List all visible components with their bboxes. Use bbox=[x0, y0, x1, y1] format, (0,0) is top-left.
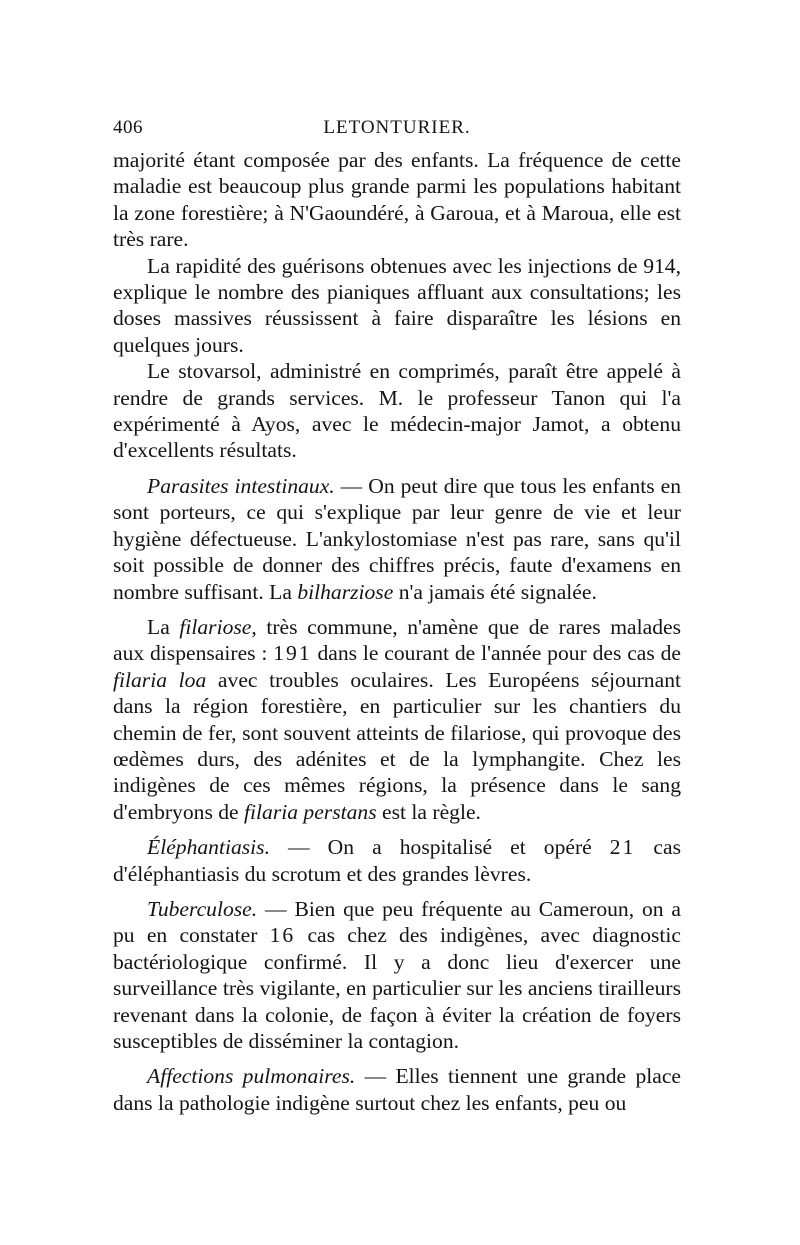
paragraph-text: — Elles tiennent une grande place dans la pathologie indigène surtout chez les enfants, peu ou bbox=[113, 1064, 681, 1115]
paragraph-914-injections bbox=[113, 253, 681, 359]
paragraph-text: majorité étant composée par des enfants. La fréquence de cette maladie est beaucoup plus grande parmi les populations habitant la zone forestière; à N'Gaoundéré, à Garoua, et à Maroua, elle est très rare. bbox=[113, 148, 681, 252]
case-count: 16 bbox=[269, 923, 296, 948]
paragraph-text: cas d'éléphantiasis du scrotum et des grandes lèvres. bbox=[113, 835, 681, 886]
paragraph-text: n'a jamais été signalée. bbox=[393, 579, 597, 604]
italic-term: filaria loa bbox=[113, 667, 207, 692]
paragraph-parasites-intestinaux bbox=[113, 473, 681, 605]
paragraph-text: Le stovarsol, administré en comprimés, paraît être appelé à rendre de grands services. M. le professeur Tanon qui l'a expérimenté à Ayos, avec le médecin-major Jamot, a obtenu d'excellents résultats. bbox=[113, 359, 681, 463]
italic-term: bilharziose bbox=[297, 579, 394, 604]
paragraph-affections-pulmonaires bbox=[113, 1063, 681, 1116]
page-header bbox=[113, 117, 681, 147]
paragraph-continuation bbox=[113, 147, 681, 253]
paragraph-stovarsol bbox=[113, 358, 681, 464]
section-heading: Tuberculose. bbox=[147, 896, 258, 921]
running-head: LETONTURIER. bbox=[323, 117, 471, 138]
case-count: 21 bbox=[609, 835, 636, 860]
document-page bbox=[113, 117, 681, 1116]
paragraph-text: — On peut dire que tous les enfants en sont porteurs, ce qui s'explique par leur genre de vie et leur hygiène défectueuse. L'ankylostomiase n'est pas rare, sans qu'il soit possible de donner des chiffres précis, faute d'examens en nombre suffisant. La bbox=[113, 473, 681, 604]
paragraph-text: est la règle. bbox=[376, 799, 481, 824]
section-heading: Affections pulmonaires. bbox=[147, 1064, 356, 1089]
page-number: 406 bbox=[113, 117, 143, 138]
paragraph-text: , très commune, n'amène que de rares malades aux dispensaires : bbox=[113, 614, 681, 666]
paragraph-filariose bbox=[113, 614, 681, 825]
paragraph-text: La bbox=[147, 614, 180, 639]
case-count: 191 bbox=[273, 641, 312, 666]
paragraph-text: cas chez des indigènes, avec diagnostic bactériologique confirmé. Il y a donc lieu d'exercer une surveillance très vigilante, en particulier sur les anciens tirailleurs revenant dans la colonie, de façon à éviter la création de foyers susceptibles de disséminer la contagion. bbox=[113, 923, 681, 1053]
italic-term: filariose bbox=[179, 614, 252, 639]
paragraph-tuberculose bbox=[113, 896, 681, 1054]
section-heading: Éléphantiasis. bbox=[147, 835, 270, 860]
paragraph-text: dans le courant de l'année pour des cas de bbox=[311, 641, 681, 666]
paragraph-text: — On a hospitalisé et opéré bbox=[269, 835, 610, 860]
section-heading: Parasites intestinaux. bbox=[147, 473, 335, 498]
paragraph-text: — Bien que peu fréquente au Cameroun, on a pu en constater bbox=[113, 896, 681, 948]
paragraph-text: La rapidité des guérisons obtenues avec les injections de 914, explique le nombre des pianiques affluant aux consultations; les doses massives réussissent à faire disparaître les lésions en quelques jours. bbox=[113, 253, 681, 357]
paragraph-text: avec troubles oculaires. Les Européens séjournant dans la région forestière, en particulier sur les chantiers du chemin de fer, sont souvent atteints de filariose, qui provoque des œdèmes durs, des adénites et de la lymphangite. Chez les indigènes de ces mêmes régions, la présence dans le sang d'embryons de bbox=[113, 667, 681, 824]
italic-term: filaria perstans bbox=[244, 799, 377, 824]
paragraph-elephantiasis bbox=[113, 834, 681, 887]
